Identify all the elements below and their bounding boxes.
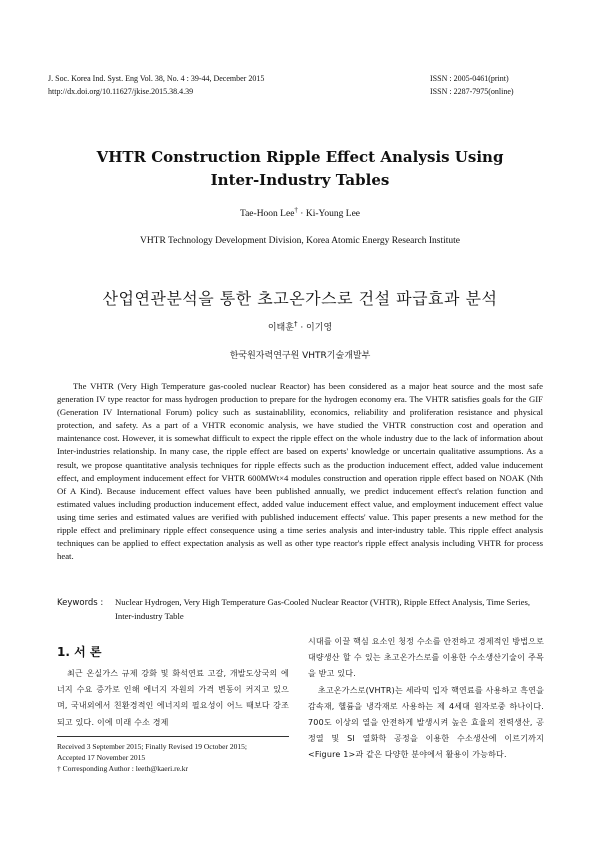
keywords-text: Nuclear Hydrogen, Very High Temperature Gas-Cooled Nuclear Reactor (VHTR), Ripple Effect Analysis, Time Series, Inter-industry Table bbox=[115, 597, 531, 621]
doi-link[interactable]: http://dx.doi.org/10.11627/jkise.2015.38.4.39 bbox=[48, 87, 194, 96]
journal-header bbox=[48, 72, 264, 98]
footnote-divider bbox=[57, 736, 289, 737]
keywords-label: Keywords : bbox=[57, 598, 104, 608]
received-dates: Received 3 September 2015; Finally Revised 19 October 2015; bbox=[57, 742, 247, 751]
left-column-text: 최근 온실가스 규제 강화 및 화석연료 고갈, 개발도상국의 에너지 수요 증가로 인해 에너지 자원의 가격 변동이 커지고 있으며, 국내외에서 친환경적인 에너지의 필요성이 어느 때보다 강조되고 있다. 이에 미래 수소 경제 bbox=[57, 669, 289, 727]
author-1: Tae-Hoon Lee bbox=[239, 209, 295, 220]
right-paragraph-2: 초고온가스로(VHTR)는 세라믹 입자 핵연료를 사용하고 흑연을 감속재, 헬륨을 냉각재로 사용하는 제 4세대 원자로중 하나이다. 700도 이상의 열을 안전하게 발생시켜 높은 효율의 전력생산, 공정열 및 SI 열화학 공정을 이용한 수소생산에 이르기까지 <Figure 1>과 같은 다양한 분야에서 활용이 가능하다. bbox=[308, 685, 544, 760]
author-2: · Ki-Young Lee bbox=[300, 209, 361, 220]
korean-corresponding-mark: † bbox=[293, 320, 298, 328]
paper-title-line2: Inter-Industry Tables bbox=[210, 171, 390, 189]
korean-author-2: · 이기영 bbox=[300, 323, 333, 333]
korean-title: 산업연관분석을 통한 초고온가스로 건설 파급효과 분석 bbox=[102, 289, 498, 308]
issn-online: ISSN : 2287-7975(online) bbox=[430, 87, 514, 96]
korean-author-list bbox=[0, 320, 600, 333]
issn-block bbox=[430, 72, 514, 98]
issn-print: ISSN : 2005-0461(print) bbox=[430, 74, 509, 83]
accepted-date: Accepted 17 November 2015 bbox=[57, 753, 146, 762]
korean-affiliation: 한국원자력연구원 VHTR기술개발부 bbox=[229, 351, 371, 361]
corresponding-mark: † bbox=[294, 206, 298, 214]
affiliation: VHTR Technology Development Division, Korea Atomic Energy Research Institute bbox=[139, 236, 461, 246]
paper-title bbox=[0, 146, 600, 192]
abstract: The VHTR (Very High Temperature gas-cooled nuclear Reactor) has been considered as a major heat source and the most safe generation IV type reactor for mass hydrogen production to prepare for the hydrogen economy era. The VHTR satisfies goals for the GIF (Generation IV International Forum) policy such as sustainablility, economics, reliability and proliferation resistance and physical protection, and safety. As a part of a VHTR economic analysis, we have studied the VHTR construction cost and operation and maintenance cost. However, it is somewhat difficult to expect the ripple effect on the whole industry due to the lack of information about Inter-industries relationship. In many case, the ripple effect are based on experts' knowledge or uncertain qualitative assumptions. As a result, we propose quantitative analysis techniques for ripple effects such as the production inducement effect, added value inducement effect, and employment inducement effect for VHTR 600MWt×4 modules construction and operation ripple effect based on NOAK (Nth Of A Kind). Because inducement effect values have been published annually, we predict inducement effect's relation function and estimated values including production inducement effect, added value inducement effect value, and employment inducement effect value using time series and estimated values are verified with published inducement effects' value. This paper presents a new method for the ripple effect and preliminary ripple effect consequence using a time series analysis and inter-industry table. This ripple effect analysis techniques can be applied to effect expectation analysis as well as other type reactor's ripple effect analysis including VHTR for process heat. bbox=[57, 381, 543, 562]
author-list bbox=[0, 206, 600, 219]
paper-title-line1: VHTR Construction Ripple Effect Analysis Using bbox=[96, 148, 504, 166]
right-paragraph-1: 시대를 이끌 핵심 요소인 청정 수소를 안전하고 경제적인 방법으로 대량생산 할 수 있는 초고온가스로를 이용한 수소생산기술이 주목을 받고 있다. bbox=[308, 637, 544, 679]
right-column bbox=[308, 634, 544, 764]
section-heading: 1. 서 론 bbox=[57, 645, 102, 659]
journal-citation: J. Soc. Korea Ind. Syst. Eng Vol. 38, No. 4 : 39-44, December 2015 bbox=[48, 74, 265, 83]
footnote bbox=[57, 741, 297, 774]
korean-author-1: 이태훈 bbox=[267, 323, 294, 333]
footnote-dagger: † bbox=[57, 764, 61, 773]
keywords bbox=[57, 596, 543, 621]
corresponding-author bbox=[57, 763, 297, 774]
corresponding-email[interactable]: Corresponding Author : leeth@kaeri.re.kr bbox=[62, 764, 189, 773]
